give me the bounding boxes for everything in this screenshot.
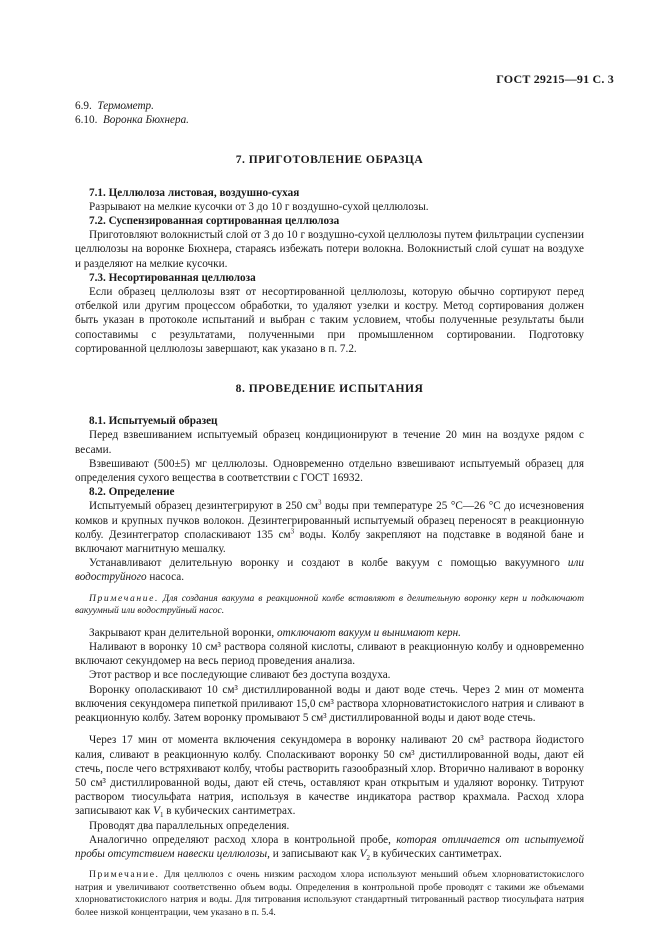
paragraph-parallel: Проводят два параллельных определения.	[89, 819, 290, 832]
list-item-text: Термометр.	[97, 100, 154, 112]
page-content	[75, 99, 584, 920]
list-item-6-10	[75, 113, 584, 127]
paragraph-17-min: Через 17 мин от момента включения секундомера в воронку наливают 20 см³ раствора йодистого калия, сливают в реакционную колбу. Споласкивают воронку 50 см³ дистиллированной воды, дают ей стечь, после чего встряхивают колбу, чтобы растворить газообразный хлор. Вторично наливают в воронку 50 см³ дистиллированной воды, дают ей стечь, оставляют кран открытым и удаляют воронку. Титруют раствором тиосульфата натрия, используя в качестве индикатора раствор крахмала. Расход хлора записывают как $V_1$ в кубических сантиметрах.	[75, 734, 584, 820]
paragraph-rinse: Воронку ополаскивают 10 см³ дистиллированной воды и дают воде стечь. Через 2 мин от момента включения секундомера пипеткой приливают 15,0 см³ раствора хлорноватистокислого натрия и сливают в реакционную колбу. Затем воронку промывают 5 см³ дистиллированной воды и дают воде стечь.	[75, 683, 584, 725]
list-item-6-9	[75, 99, 584, 113]
subsection-8-2-title: 8.2. Определение	[89, 486, 175, 499]
section-8-title: 8. ПРОВЕДЕНИЕ ИСПЫТАНИЯ	[235, 382, 424, 396]
subsection-7-1-text: Разрывают на мелкие кусочки от 3 до 10 г воздушно-сухой целлюлозы.	[89, 200, 429, 213]
paragraph-close-valve: Закрывают кран делительной воронки, отключают вакуум и вынимают керн.	[89, 626, 461, 639]
subsection-7-2-title: 7.2. Суспензированная сортированная целлюлоза	[89, 215, 340, 228]
paragraph-no-air: Этот раствор и все последующие сливают без доступа воздуха.	[89, 669, 391, 682]
page-header: ГОСТ 29215—91 С. 3	[496, 72, 614, 86]
list-item-number: 6.9.	[75, 100, 92, 112]
subsection-7-2-text: Приготовляют волокнистый слой от 3 до 10 г воздушно-сухой целлюлозы путем фильтрации суспензии целлюлозы на воронке Бюхнера, стараясь избежать потери волокна. Волокнистый слой сушат на воздухе и разделяют на мелкие кусочки.	[75, 229, 584, 270]
subsection-7-1-title: 7.1. Целлюлоза листовая, воздушно-сухая	[89, 186, 300, 199]
note-vacuum: Примечание. Для создания вакуума в реакционной колбе вставляют в делительную воронку керн и подключают вакуумный или водоструйный насос.	[75, 592, 584, 617]
paragraph-disintegration: Испытуемый образец дезинтегрируют в 250 $см^3$ воды при температуре 25 °С—26 °С до исчезновения комков и крупных пучков волокон. Дезинтегрированный испытуемый образец переносят в реакционную колбу. Дезинтегратор споласкивают 135 $см^3$ воды. Колбу закрепляют на подставке в водяной бане и включают магнитную мешалку.	[75, 498, 584, 556]
subsection-8-1-paragraph-2: Взвешивают (500±5) мг целлюлозы. Одновременно отдельно взвешивают испытуемый образец для определения сухого вещества в соответствии с ГОСТ 16932.	[75, 457, 584, 485]
list-item-number: 6.10.	[75, 114, 98, 127]
paragraph-pour-hcl: Наливают в воронку 10 см³ раствора соляной кислоты, сливают в реакционную колбу и одновременно включают секундомер на весь период проведения анализа.	[75, 641, 584, 668]
subsection-7-3-title: 7.3. Несортированная целлюлоза	[89, 271, 256, 284]
subsection-7-3-text: Если образец целлюлозы взят от несортированной целлюлозы, которую обычно сортируют перед отбелкой или другим процессом обработки, то удаляют узелки и костру. Метод сортирования должен быть указан в протоколе испытаний и выбран с таким условием, чтобы полученные результаты были сопоставимы с результатами, полученными при промышленном сортировании. Подготовку сортированной целлюлозы завершают, как указано в п. 7.2.	[75, 286, 584, 355]
list-item-text: Воронка Бюхнера.	[102, 114, 189, 127]
paragraph-control: Аналогично определяют расход хлора в контрольной пробе, которая отличается от испытуемой пробы отсутствием навески целлюлозы, и записывают как $V_2$ в кубических сантиметрах.	[75, 833, 584, 863]
section-7-title: 7. ПРИГОТОВЛЕНИЕ ОБРАЗЦА	[235, 153, 424, 167]
subsection-8-1-title: 8.1. Испытуемый образец	[89, 415, 218, 428]
subsection-8-1-paragraph-1: Перед взвешиванием испытуемый образец кондиционируют в течение 20 мин на воздухе рядом с весами.	[75, 429, 584, 456]
note-low-chlorine: Примечание. Для целлюлоз с очень низким расходом хлора используют меньший объем хлорноватистокислого натрия и увеличивают соответственно объем воды. Определения в контрольной пробе проводят с такими же объемами хлорноватистокислого натрия и воды. Для титрования используют стандартный титрованный раствор тиосульфата натрия более низкой концентрации, чем указано в п. 5.4.	[75, 869, 584, 918]
paragraph-vacuum: Устанавливают делительную воронку и создают в колбе вакуум с помощью вакуумного или водоструйного насоса.	[75, 557, 584, 584]
